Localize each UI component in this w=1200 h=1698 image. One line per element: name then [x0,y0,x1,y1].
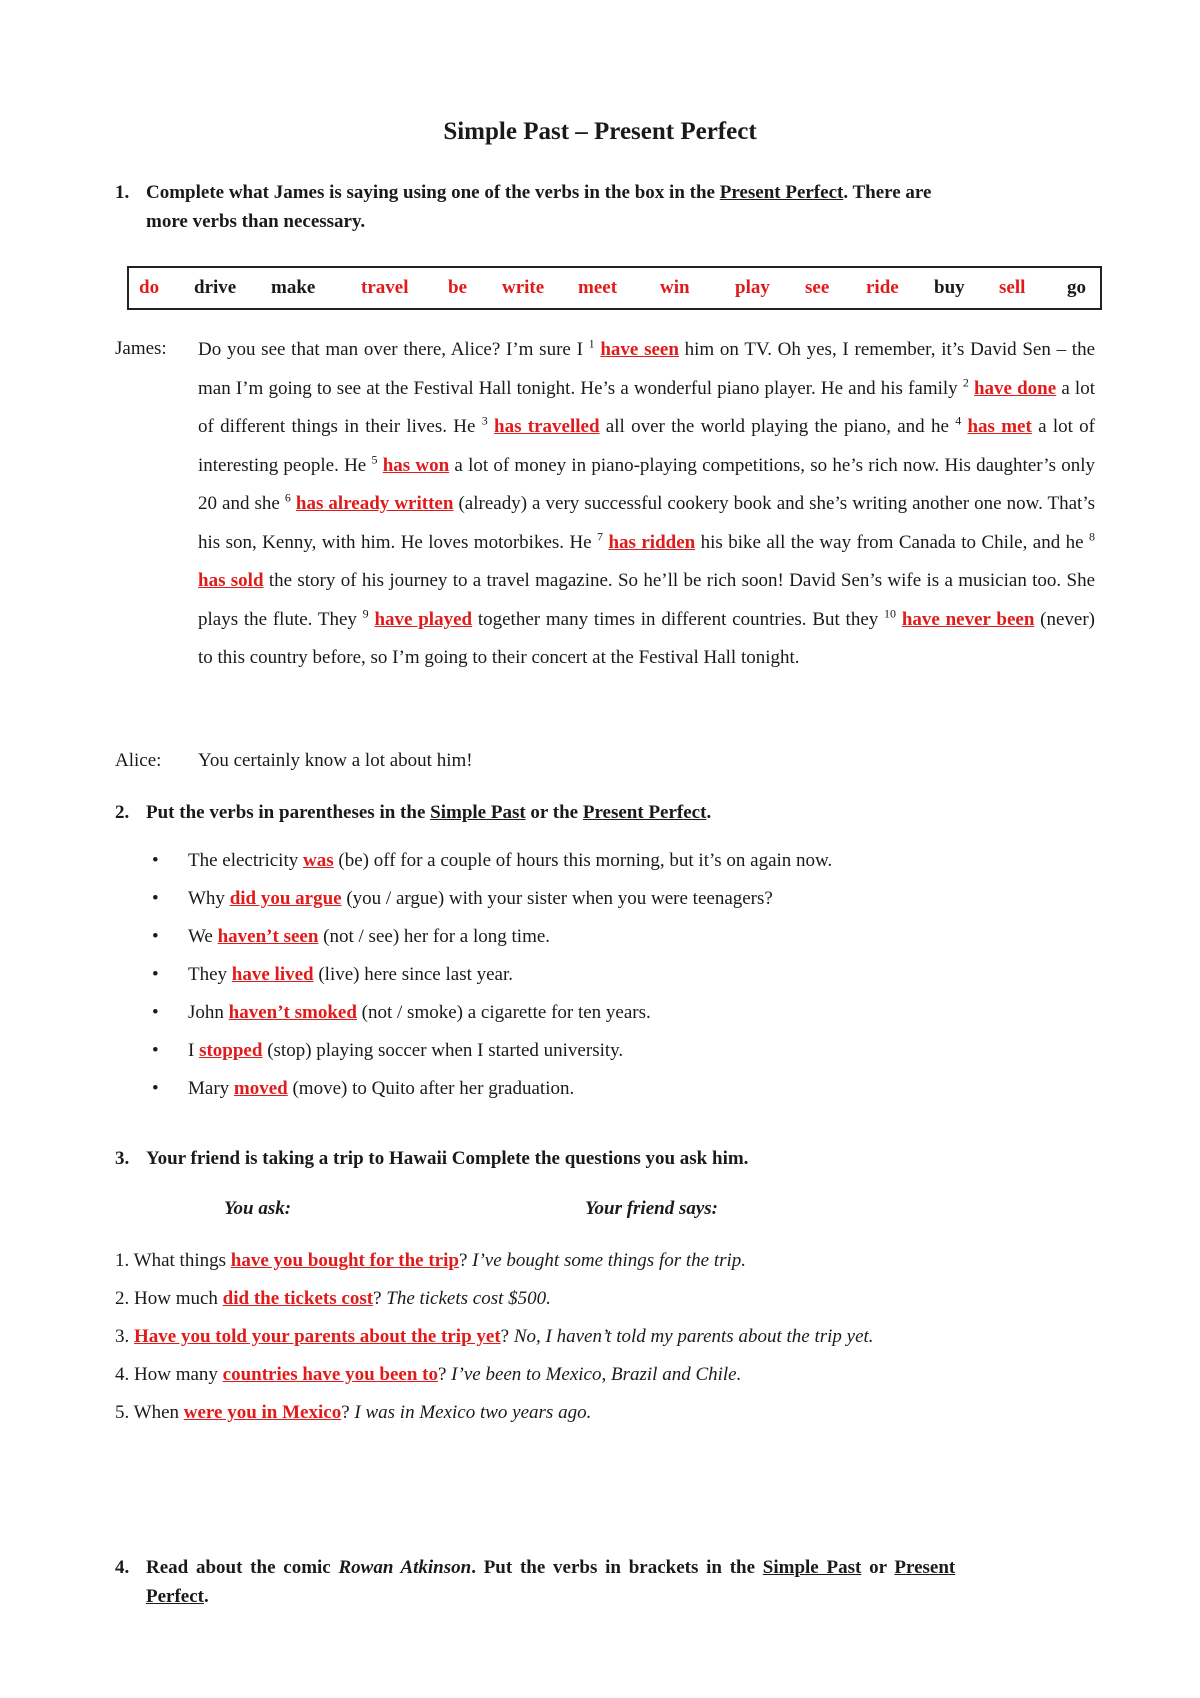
bullet: • [152,1040,159,1061]
column-you-ask: You ask: [224,1198,292,1219]
answer: haven’t smoked [228,1002,357,1023]
answer: have never been [901,608,1035,630]
friend-reply: I was in Mexico two years ago. [354,1402,592,1423]
exercise-3-heading [115,1144,1100,1173]
answer: countries have you been to [222,1364,438,1385]
friend-reply: I’ve been to Mexico, Brazil and Chile. [451,1364,742,1385]
verb-word: see [805,277,830,298]
answer: was [303,850,334,871]
answer: have lived [231,964,314,985]
heading-text: more verbs than necessary. [146,211,366,232]
heading-underlined: Simple Past [762,1557,862,1578]
friend-reply: I’ve bought some things for the trip. [472,1250,747,1271]
answer: has sold [198,570,264,591]
comic-name: Rowan Atkinson [338,1557,472,1578]
answer: moved [233,1078,288,1099]
answer: has ridden [608,531,696,553]
answer: Have you told your parents about the trip yet [134,1326,501,1347]
answer: stopped [199,1040,263,1061]
bullet: • [152,926,159,947]
alice-line: You certainly know a lot about him! [198,750,473,771]
verb-word: make [271,277,316,298]
question-row: 4. How many countries have you been to? I’ve been to Mexico, Brazil and Chile. [115,1364,742,1385]
answer: haven’t seen [217,926,319,947]
heading-text: Complete what James is saying using one of the verbs in the box in the [146,182,720,203]
verb-word: do [139,277,160,298]
verb-box [127,266,1102,310]
speaker-alice: Alice: [115,750,162,771]
answer: have you bought for the trip [230,1250,459,1271]
answer: did the tickets cost [222,1288,374,1309]
verb-word: go [1067,277,1086,298]
exercise-number: 2. [115,802,130,823]
column-friend-says: Your friend says: [585,1198,719,1219]
verb-word: write [502,277,545,298]
answer: has already written [295,493,454,514]
bullet: • [152,888,159,909]
question-row: 3. Have you told your parents about the trip yet? No, I haven’t told my parents about the trip yet. [115,1326,874,1347]
verb-word: ride [866,277,899,298]
friend-reply: The tickets cost $500. [386,1288,551,1309]
verb-word: be [448,277,467,298]
speaker-james: James: [115,338,167,359]
verb-word: travel [361,277,409,298]
question-row: 5. When were you in Mexico? I was in Mexico two years ago. [115,1402,592,1423]
exercise-number: 3. [115,1148,130,1169]
heading-underlined: Perfect [146,1586,204,1607]
answer: did you argue [229,888,342,909]
page-title: Simple Past – Present Perfect [443,118,757,145]
james-paragraph: Do you see that man over there, Alice? I’m sure I $^1$ have seen him on TV. Oh yes, I remember, it’s David Sen – the man I’m going to see at the Festival Hall tonight. He’s a wonderful piano player. He and his family $^2$ have done a lot of different things in their lives. He $^3$ has travelled all over the world playing the piano, and he $^4$ has met a lot of interesting people. He $^5$ has won a lot of money in piano-playing competitions, so he’s rich now. His daughter’s only 20 and she $^6$ has already written (already) a very successful cookery book and she’s writing another one now. That’s his son, Kenny, with him. He loves motorbikes. He $^7$ has ridden his bike all the way from Canada to Chile, and he $^8$ has sold the story of his journey to a travel magazine. So he’ll be rich soon! David Sen’s wife is a musician too. She plays the flute. They $^9$ have played together many times in different countries. But they $^{10}$ have never been (never) to this country before, so I’m going to their concert at the Festival Hall tonight. [198,336,1096,668]
verb-word: drive [194,277,237,298]
answer: has met [967,416,1032,437]
answer: were you in Mexico [183,1402,342,1423]
heading-underlined: Present Perfect [719,182,844,203]
question-row: 1. What things have you bought for the trip? I’ve bought some things for the trip. [115,1250,747,1271]
exercise-2-heading: 2. Put the verbs in parentheses in the Simple Past or the Present Perfect. [115,798,1100,827]
exercise-1-heading [115,178,1100,236]
answer: have played [374,608,473,630]
verb-word: meet [578,277,618,298]
exercise-number: 1. [115,182,130,203]
heading-underlined: Present Perfect [582,802,707,823]
verb-word: win [660,277,690,298]
question-row: 2. How much did the tickets cost? The tickets cost $500. [115,1288,551,1309]
verb-word: buy [934,277,965,298]
answer: has won [382,454,450,476]
bullet: • [152,1002,159,1023]
verb-word: sell [999,277,1026,298]
verb-word: play [735,277,770,298]
answer: have seen [600,339,679,360]
bullet: • [152,1078,159,1099]
answer: have done [973,377,1057,399]
answer: has travelled [494,416,600,437]
exercise-4-heading: 4. Read about the comic Rowan Atkinson. Put the verbs in brackets in the Simple Past or Present Perfect. [115,1553,1100,1611]
heading-text: Your friend is taking a trip to Hawaii Complete the questions you ask him. [146,1148,749,1169]
worksheet-page: Simple Past – Present Perfect 1. Complete what James is saying using one of the verbs in the box in the Present Perfect. There are more verbs than necessary. do drive make travel be write meet win play see ride buy sell go James: Do you see that man over there, Alice? I’m sure I $^1$ have seen him on TV. Oh yes, I remember, it’s David Sen – the man I’m going to see at the Festival Hall tonight. He’s a wonderful piano player. He and his family $^2$ have done a lot of different things in their lives. He $^3$ has travelled all over the world playing the piano, and he $^4$ has met a lot of interesting people. He $^5$ has won a lot of money in piano-playing competitions, so he’s rich now. His daughter’s only 20 and she $^6$ has already written (already) a very successful cookery book and she’s writing another one now. That’s his son, Kenny, with him. He loves motorbikes. He $^7$ has ridden his bike all the way from Canada to Chile, and he $^8$ has sold the story of his journey to a travel magazine. So he’ll be rich soon! David Sen’s wife is a musician too. She plays the flute. They $^9$ have played together many times in different countries. But they $^{10}$ have never been (never) to this country before, so I’m going to their concert at the Festival Hall tonight. Alice: You certainly know a lot about him! 2. Put the verbs in parentheses in the Simple Past or the Present Perfect. • The electricity was (be) off for a couple of hours this morning, but it’s on again now. • Why did you argue (you / argue) with your sister when you were teenagers? • We haven’t seen (not / see) her for a long time. • They have lived (live) here since last year. • John haven’t smoked (not / smoke) a cigarette for ten years. • I stopped (stop) playing soccer when I started university. • Mary moved (move) to Quito after her graduation. 3. Your friend is taking a trip to Hawaii Complete the questions you ask him. You ask: Your friend says: 1. What things have you bought for the trip? I’ve bought some things for the trip. 2. How much did the tickets cost? The tickets cost $500. 3. Have you told your parents about the trip yet? No, I haven’t told my parents about the trip yet. 4. How many countries have you been to? I’ve been to Mexico, Brazil and Chile. 5. When were you in Mexico? I was in Mexico two years ago. 4. Read about the comic Rowan Atkinson. Put the verbs in brackets in the Simple Past or Present Perfect. [0,0,1200,1698]
bullet: • [152,850,159,871]
exercise-number: 4. [115,1557,130,1578]
bullet: • [152,964,159,985]
friend-reply: No, I haven’t told my parents about the trip yet. [513,1326,874,1347]
heading-text: . There are [843,182,932,203]
heading-underlined: Simple Past [430,802,526,823]
heading-underlined: Present [894,1557,956,1578]
